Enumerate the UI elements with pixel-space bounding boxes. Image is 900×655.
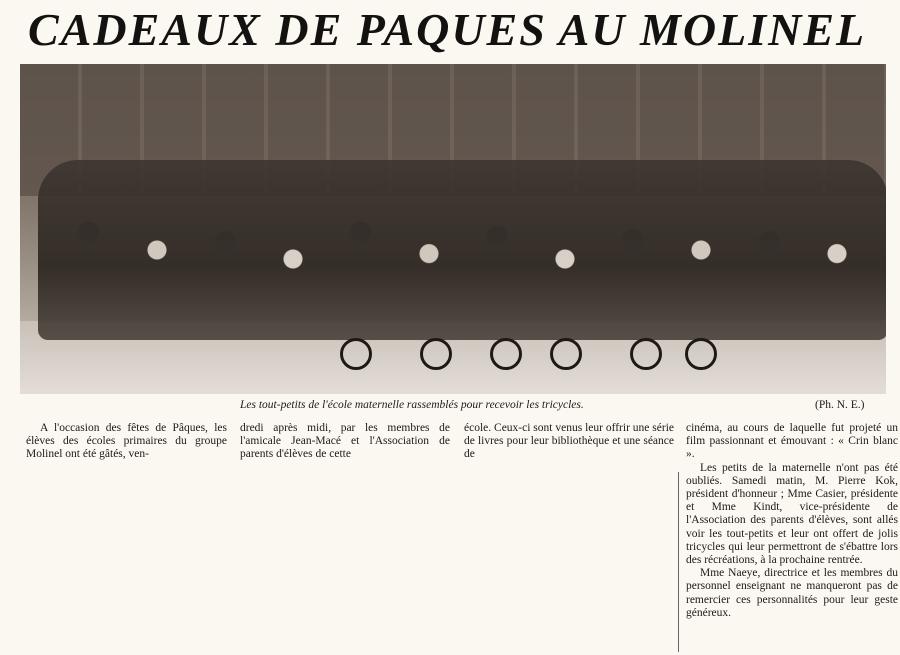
article-text: Les petits de la maternelle n'ont pas été oubliés. Samedi matin, M. Pierre Kok, président d'honneur ; Mme Casier, présidente et Mme Kindt, vice-présidente de l'Association des parents d'élèves, sont allés voir les tout-petits et leur ont offert de jolis tricycles qui leur permettront de s'ébattre lors des récréations, à la prochaine rentrée. <box>686 461 898 567</box>
tricycle-wheel <box>685 338 717 370</box>
article-column-1 <box>26 422 227 462</box>
tricycle-wheel <box>420 338 452 370</box>
tricycle-wheel <box>490 338 522 370</box>
photo-children-group <box>38 160 886 340</box>
article-column-4 <box>686 422 898 620</box>
article-text: école. Ceux-ci sont venus leur offrir une série de livres pour leur bibliothèque et une séance de <box>464 422 674 461</box>
group-photo <box>20 64 886 394</box>
photo-credit: (Ph. N. E.) <box>815 399 865 411</box>
article-column-3 <box>464 422 674 462</box>
article-text: cinéma, au cours de laquelle fut projeté un film passionnant et émouvant : « Crin blanc ». <box>686 422 898 461</box>
article-text: dredi après midi, par les membres de l'amicale Jean-Macé et l'Association de parents d'élèves de cette <box>240 422 450 461</box>
article-text: A l'occasion des fêtes de Pâques, les élèves des écoles primaires du groupe Molinel ont été gâtés, ven- <box>26 422 227 461</box>
tricycle-wheel <box>340 338 372 370</box>
column-divider <box>678 472 679 652</box>
tricycle-wheel <box>550 338 582 370</box>
tricycle-wheel <box>630 338 662 370</box>
headline: CADEAUX DE PAQUES AU MOLINEL <box>28 4 867 55</box>
photo-caption: Les tout-petits de l'école maternelle rassemblés pour recevoir les tricycles. <box>240 399 584 411</box>
article-text: Mme Naeye, directrice et les membres du personnel enseignant ne manqueront pas de remercier ces personnalités pour leur geste généreux. <box>686 567 898 619</box>
article-column-2 <box>240 422 450 462</box>
